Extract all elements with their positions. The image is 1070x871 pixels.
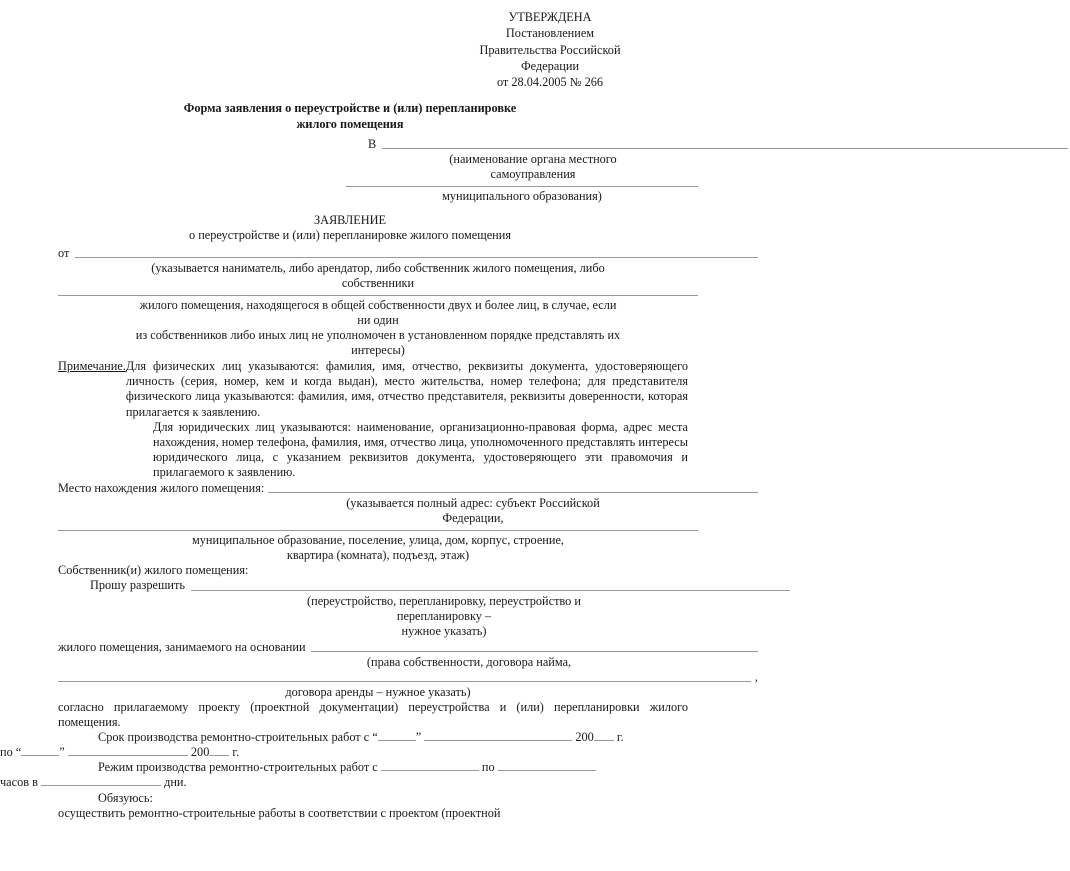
applicant-caption-4: ни один — [357, 313, 399, 328]
location-label: Место нахождения жилого помещения: — [58, 481, 265, 496]
addressee-input-rule-2[interactable] — [346, 186, 698, 187]
term-to-quote-close: ” — [59, 745, 65, 760]
addressee-caption-3: муниципального образования) — [442, 188, 602, 203]
term-to-prefix: по “ — [0, 745, 22, 760]
location-caption-2: Федерации, — [442, 511, 504, 526]
term-prefix: Срок производства ремонтно-строительных работ с “ — [98, 730, 378, 745]
basis-caption-1: (права собственности, договора найма, — [366, 654, 572, 669]
basis-input-rule[interactable] — [311, 651, 758, 652]
form-title-line-1: Форма заявления о переустройстве и (или) перепланировке — [183, 100, 517, 115]
term-field — [0, 730, 700, 760]
form-title-line-2: жилого помещения — [296, 116, 404, 131]
addressee-caption-2: самоуправления — [490, 166, 576, 181]
term-to-month-input[interactable] — [68, 755, 188, 756]
request-caption-1: (переустройство, перепланировку, переустройство и — [307, 593, 581, 608]
note-block — [0, 359, 700, 480]
basis-input-rule-2[interactable] — [58, 681, 751, 682]
request-caption-3: нужное указать) — [401, 623, 487, 638]
location-caption-4: квартира (комната), подъезд, этаж) — [286, 548, 470, 563]
applicant-caption-3: жилого помещения, находящегося в общей собственности двух и более лиц, в случае, если — [139, 298, 617, 313]
basis-caption-2: договора аренды – нужное указать) — [285, 684, 471, 699]
schedule-days-label: дни. — [164, 775, 187, 790]
project-text: согласно прилагаемому проекту (проектной документации) переустройства и (или) перепланировки жилого помещения. — [58, 699, 688, 729]
applicant-input-rule-2[interactable] — [58, 295, 698, 296]
term-day-input[interactable] — [378, 740, 416, 741]
term-month-input[interactable] — [424, 740, 572, 741]
obligations-item-1: осуществить ремонтно-строительные работы в соответствии с проектом (проектной — [58, 805, 501, 820]
location-input-rule-2[interactable] — [58, 530, 698, 531]
schedule-middle: по — [481, 760, 495, 775]
term-quote-close: ” — [415, 730, 422, 745]
note-paragraph-2: Для юридических лиц указываются: наименование, организационно-правовая форма, адрес места нахождения, номер телефона, фамилия, имя, отчество лица, уполномоченного представлять интересы юридического лица, с указанием реквизитов документа, удостоверяющего эти правомочия и прилагаемого к заявлению. — [153, 419, 688, 480]
document-subheading: о переустройстве и (или) перепланировке жилого помещения — [189, 227, 511, 242]
document-heading: ЗАЯВЛЕНИЕ — [313, 212, 387, 227]
location-caption-3: муниципальное образование, поселение, улица, дом, корпус, строение, — [191, 533, 564, 548]
approval-line-1: УТВЕРЖДЕНА — [508, 10, 592, 24]
term-to-year-input[interactable] — [209, 755, 229, 756]
term-year-prefix: 200 — [575, 730, 594, 745]
approval-line-2: Постановлением — [505, 26, 595, 41]
basis-trailing-comma: , — [754, 669, 758, 684]
approval-line-3: Правительства Российской — [479, 42, 621, 57]
approval-block — [430, 0, 700, 91]
addressee-label: В — [368, 136, 377, 151]
applicant-label: от — [58, 246, 70, 261]
applicant-caption-5: из собственников либо иных лиц не уполномочен в установленном порядке представлять их — [135, 328, 621, 343]
applicant-caption-2: собственники — [341, 276, 415, 291]
approval-line-4: Федерации — [520, 59, 580, 74]
location-caption-1: (указывается полный адрес: субъект Российской — [346, 496, 600, 511]
obligations-heading: Обязуюсь: — [98, 790, 153, 805]
schedule-to-input[interactable] — [498, 770, 596, 771]
request-label: Прошу разрешить — [90, 578, 185, 593]
schedule-from-input[interactable] — [381, 770, 479, 771]
schedule-hours-label: часов в — [0, 775, 38, 790]
basis-field — [0, 639, 758, 700]
applicant-field — [0, 246, 700, 358]
note-paragraph-1: Для физических лиц указываются: фамилия, имя, отчество, реквизиты документа, удостоверяющего личность (серия, номер, кем и когда выдан), место жительства, номер телефона; для представителя физического лица указываются: фамилия, имя, отчество представителя, реквизиты доверенности, которая прилагается к заявлению. — [125, 359, 688, 419]
applicant-caption-1: (указывается наниматель, либо арендатор, либо собственник жилого помещения, либо — [151, 261, 605, 276]
applicant-caption-6: интересы) — [351, 343, 405, 358]
term-year-input[interactable] — [594, 740, 614, 741]
term-to-day-input[interactable] — [21, 755, 59, 756]
obligations-block — [0, 791, 700, 821]
form-title — [70, 101, 630, 133]
owner-label: Собственник(и) жилого помещения: — [58, 563, 249, 578]
request-caption-2: перепланировку – — [396, 608, 492, 623]
location-field — [0, 481, 700, 563]
basis-label: жилого помещения, занимаемого на основании — [58, 639, 306, 654]
term-to-year-prefix: 200 — [190, 745, 210, 760]
schedule-field — [0, 760, 700, 790]
term-to-year-suffix: г. — [232, 745, 240, 760]
term-year-suffix: г. — [616, 730, 624, 745]
location-input-rule[interactable] — [268, 492, 758, 493]
addressee-field — [0, 137, 700, 204]
schedule-prefix: Режим производства ремонтно-строительных работ с — [98, 760, 378, 775]
request-input-rule[interactable] — [191, 590, 790, 591]
applicant-input-rule[interactable] — [75, 257, 758, 258]
request-field — [0, 578, 700, 638]
schedule-days-input[interactable] — [41, 785, 161, 786]
addressee-caption-1: (наименование органа местного — [449, 151, 617, 166]
addressee-input-rule[interactable] — [382, 148, 1068, 149]
note-label: Примечание. — [58, 359, 126, 374]
approval-line-5: от 28.04.2005 № 266 — [496, 75, 604, 90]
